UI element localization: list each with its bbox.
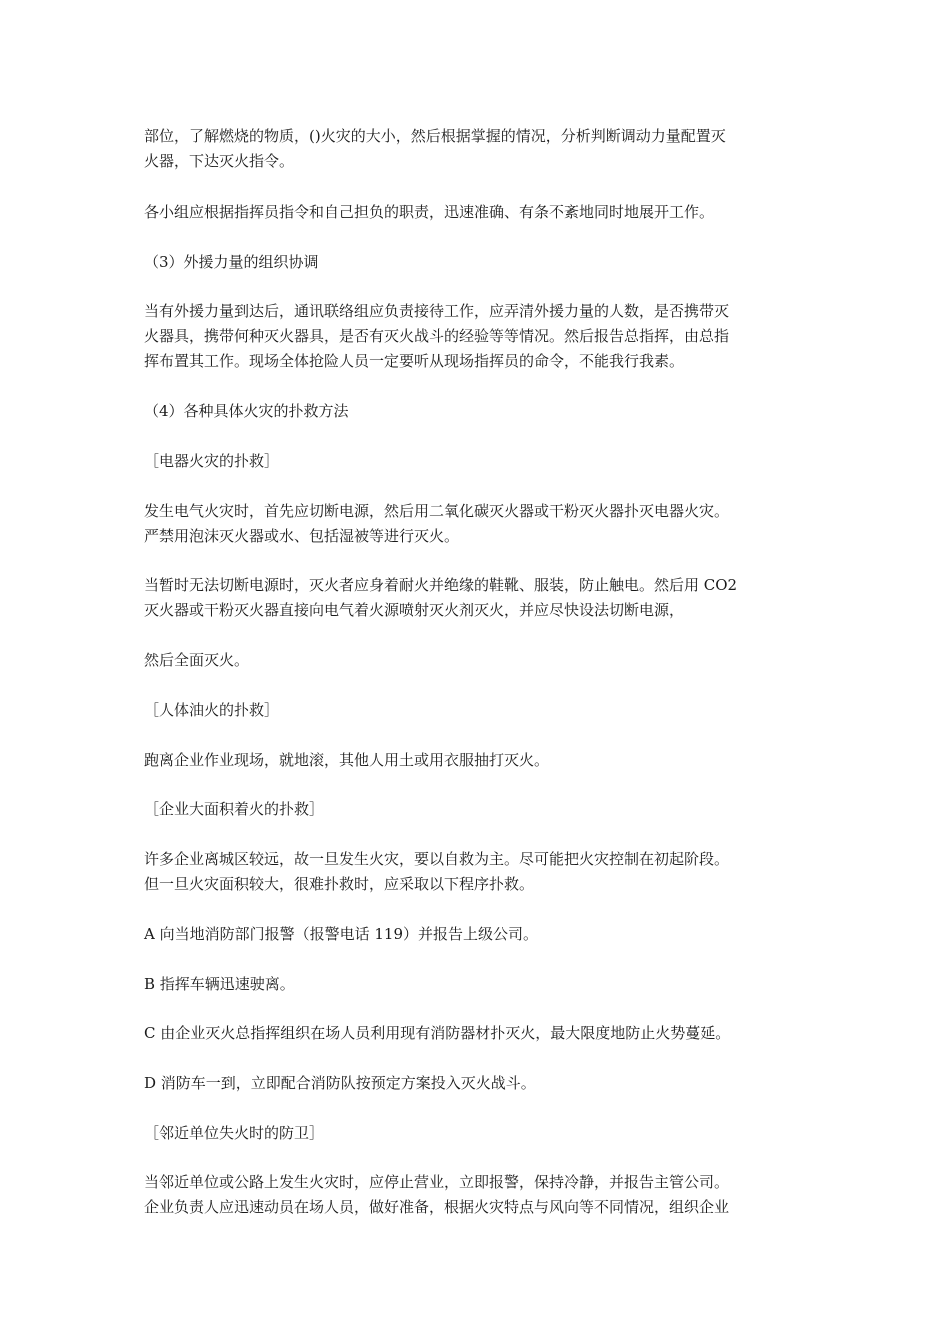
paragraph-full-extinguish [144, 648, 808, 673]
paragraph-fire-assessment [144, 124, 808, 174]
text-line: 当邻近单位或公路上发生火灾时，应停止营业，立即报警，保持冷静，并报告主管公司。 [144, 1173, 730, 1191]
text-line: ［人体油火的扑救］ [144, 701, 280, 719]
text-line: 发生电气火灾时，首先应切断电源，然后用二氧化碳灭火器或干粉灭火器扑灭电器火灾。 [144, 502, 730, 520]
text-line: （4）各种具体火灾的扑救方法 [144, 402, 349, 420]
text-line: A 向当地消防部门报警（报警电话 119）并报告上级公司。 [144, 925, 539, 943]
text-line: 企业负责人应迅速动员在场人员，做好准备，根据火灾特点与风向等不同情况，组织企业 [144, 1198, 730, 1216]
text-line: 当有外援力量到达后，通讯联络组应负责接待工作，应弄清外援力量的人数，是否携带灭 [144, 302, 730, 320]
subheading-large-area-fire [144, 797, 808, 822]
list-item-b [144, 972, 808, 997]
heading-external-support [144, 250, 808, 275]
text-line: 灭火器或干粉灭火器直接向电气着火源喷射灭火剂灭火，并应尽快设法切断电源， [144, 601, 685, 619]
text-line: 当暂时无法切断电源时，灭火者应身着耐火并绝缘的鞋靴、服装，防止触电。然后用 CO2 [144, 576, 738, 594]
text-line: 然后全面灭火。 [144, 651, 250, 669]
paragraph-body-oil-fire [144, 748, 808, 773]
paragraph-group-duties [144, 200, 808, 225]
text-line: （3）外援力量的组织协调 [144, 253, 319, 271]
list-item-a [144, 922, 808, 947]
text-line: 挥布置其工作。现场全体抢险人员一定要听从现场指挥员的命令，不能我行我素。 [144, 352, 685, 370]
heading-fire-methods [144, 399, 808, 424]
text-line: C 由企业灭火总指挥组织在场人员利用现有消防器材扑灭火，最大限度地防止火势蔓延。 [144, 1024, 731, 1042]
paragraph-neighbor-fire [144, 1170, 808, 1220]
text-line: 火器，下达灭火指令。 [144, 152, 295, 170]
list-item-c [144, 1021, 808, 1046]
paragraph-electrical-fire [144, 499, 808, 549]
list-item-d [144, 1071, 808, 1096]
text-line: 部位，了解燃烧的物质，()火灾的大小，然后根据掌握的情况，分析判断调动力量配置灭 [144, 127, 726, 145]
text-line: 跑离企业作业现场，就地滚，其他人用土或用衣服抽打灭火。 [144, 751, 550, 769]
text-line: ［企业大面积着火的扑救］ [144, 800, 325, 818]
text-line: D 消防车一到，立即配合消防队按预定方案投入灭火战斗。 [144, 1074, 536, 1092]
text-line: 但一旦火灾面积较大，很难扑救时，应采取以下程序扑救。 [144, 875, 535, 893]
text-line: 火器具，携带何种灭火器具，是否有灭火战斗的经验等等情况。然后报告总指挥，由总指 [144, 327, 730, 345]
subheading-neighbor-fire [144, 1121, 808, 1146]
paragraph-large-area-fire [144, 847, 808, 897]
paragraph-external-support [144, 299, 808, 374]
subheading-electrical-fire [144, 449, 808, 474]
text-line: ［电器火灾的扑救］ [144, 452, 280, 470]
subheading-body-oil-fire [144, 698, 808, 723]
text-line: B 指挥车辆迅速驶离。 [144, 975, 295, 993]
text-line: 各小组应根据指挥员指令和自己担负的职责，迅速准确、有条不紊地同时地展开工作。 [144, 203, 715, 221]
text-line: 严禁用泡沫灭火器或水、包括湿被等进行灭火。 [144, 527, 460, 545]
text-line: ［邻近单位失火时的防卫］ [144, 1124, 325, 1142]
text-line: 许多企业离城区较远，故一旦发生火灾，要以自救为主。尽可能把火灾控制在初起阶段。 [144, 850, 730, 868]
paragraph-power-not-cut [144, 573, 808, 623]
